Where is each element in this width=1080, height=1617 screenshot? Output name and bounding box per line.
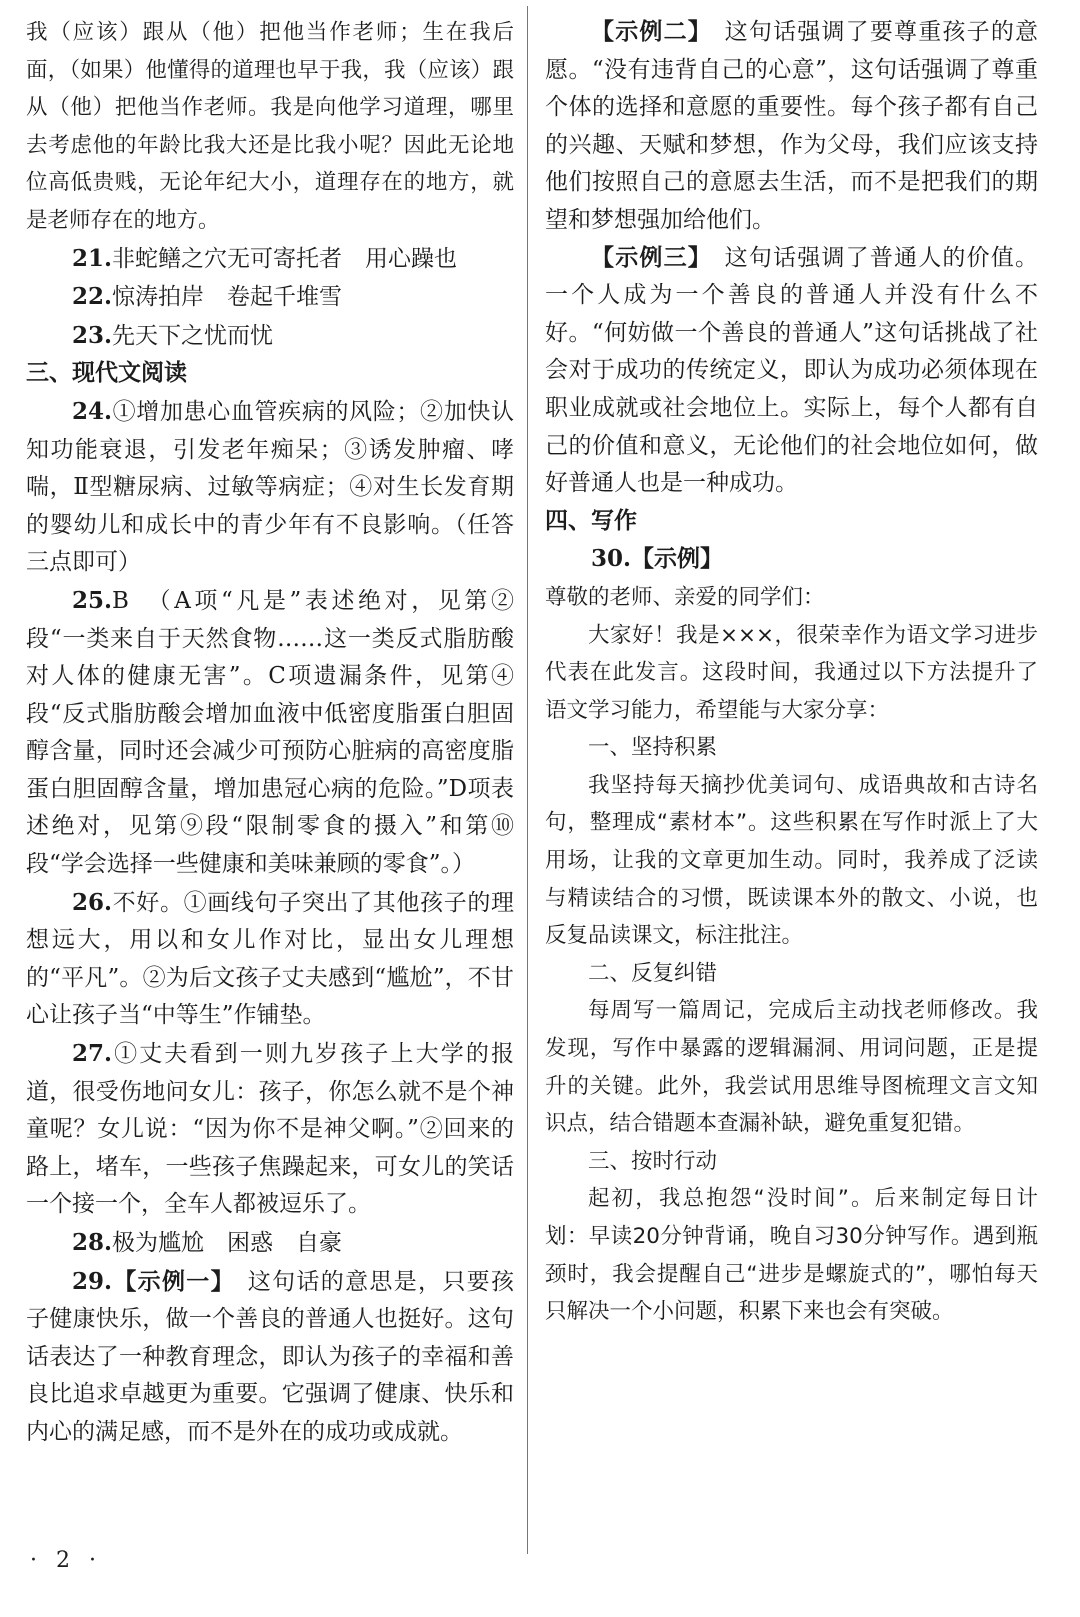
essay-paragraph-2: 每周写一篇周记，完成后主动找老师修改。我发现，写作中暴露的逻辑漏洞、用词问题，正是提升的关键。此外，我尝试用思维导图梳理文言文知识点，结合错题本查漏补缺，避免重复犯错。 [545,998,1038,1137]
answer-27: 27.①丈夫看到一则九岁孩子上大学的报道，很受伤地问女儿：孩子，你怎么就不是个神童呢？女儿说：“因为你不是神父啊。”②回来的路上，堵车，一些孩子焦躁起来，可女儿的笑话一个接一个，全车人都被逗乐了。 [26,1040,514,1218]
page-number: · 2 · [30,1548,102,1573]
column-divider [527,6,528,1554]
answer-22: 22.惊涛拍岸 卷起千堆雪 [72,283,343,311]
essay-heading-3: 三、按时行动 [588,1148,718,1174]
answer-29: 29.【示例一】 这句话的意思是，只要孩子健康快乐，做一个善良的普通人也挺好。这句话表达了一种教育理念，即认为孩子的幸福和善良比追求卓越更为重要。它强调了健康、快乐和内心的满足感，而不是外在的成功或成就。 [26,1267,515,1445]
answer-30: 30.【示例】 [591,545,724,573]
essay-heading-1: 一、坚持积累 [588,735,718,761]
essay-paragraph-1: 我坚持每天摘抄优美词句、成语典故和古诗名句，整理成“素材本”。这些积累在写作时派上了大用场，让我的文章更加生动。同时，我养成了泛读与精读结合的习惯，既读课本外的散文、小说，也反复品读课文，标注批注。 [545,772,1038,949]
example-3: 【示例三】 这句话强调了普通人的价值。一个人成为一个善良的普通人并没有什么不好。“何妨做一个善良的普通人”这句话挑战了社会对于成功的传统定义，即认为成功必须体现在职业成就或社会地位上。实际上，每个人都有自己的价值和意义，无论他们的社会地位如何，做好普通人也是一种成功。 [545,244,1039,497]
answer-25: 25.B （A项“凡是”表述绝对，见第②段“一类来自于天然食物……这一类反式脂肪酸对人体的健康无害”。C项遗漏条件，见第④段“反式脂肪酸会增加血液中低密度脂蛋白胆固醇含量，同时还会减少可预防心脏病的高密度脂蛋白胆固醇含量，增加患冠心病的危险。”D项表述绝对，见第⑨段“限制零食的摄入”和第⑩段“学会选择一些健康和美味兼顾的零食”。） [26,586,514,878]
essay-salutation: 尊敬的老师、亲爱的同学们： [545,584,825,610]
section-heading-reading: 三、现代文阅读 [26,360,187,387]
continuation-paragraph: 我（应该）跟从（他）把他当作老师；生在我后面，（如果）他懂得的道理也早于我，我（应该）跟从（他）把他当作老师。我是向他学习道理，哪里去考虑他的年龄比我大还是比我小呢？因此无论地位高低贵贱，无论年纪大小，道理存在的地方，就是老师存在的地方。 [26,20,514,233]
right-column [545,14,1038,1331]
left-column [26,14,514,1452]
example-2: 【示例二】 这句话强调了要尊重孩子的意愿。“没有违背自己的心意”，这句话强调了尊重个体的选择和意愿的重要性。每个孩子都有自己的兴趣、天赋和梦想，作为父母，我们应该支持他们按照自己的意愿去生活，而不是把我们的期望和梦想强加给他们。 [545,19,1039,233]
answer-26: 26.不好。①画线句子突出了其他孩子的理想远大，用以和女儿作对比，显出女儿理想的“平凡”。②为后文孩子丈夫感到“尴尬”，不甘心让孩子当“中等生”作铺垫。 [26,888,514,1029]
essay-heading-2: 二、反复纠错 [588,960,718,986]
essay-intro: 大家好！我是×××，很荣幸作为语文学习进步代表在此发言。这段时间，我通过以下方法提升了语文学习能力，希望能与大家分享： [545,622,1038,723]
answer-21: 21.非蛇鳝之穴无可寄托者 用心躁也 [72,244,458,272]
answer-24: 24.①增加患心血管疾病的风险；②加快认知功能衰退，引发老年痴呆；③诱发肿瘤、哮喘，Ⅱ型糖尿病、过敏等病症；④对生长发育期的婴幼儿和成长中的青少年有不良影响。（任答三点即可） [26,397,514,576]
answer-28: 28.极为尴尬 困惑 自豪 [72,1229,343,1256]
essay-paragraph-3: 起初，我总抱怨“没时间”。后来制定每日计划：早读20分钟背诵，晚自习30分钟写作。遇到瓶颈时，我会提醒自己“进步是螺旋式的”，哪怕每天只解决一个小问题，积累下来也会有突破。 [545,1186,1038,1325]
answer-23: 23.先天下之忧而忧 [72,321,274,349]
section-heading-writing: 四、写作 [545,507,637,534]
